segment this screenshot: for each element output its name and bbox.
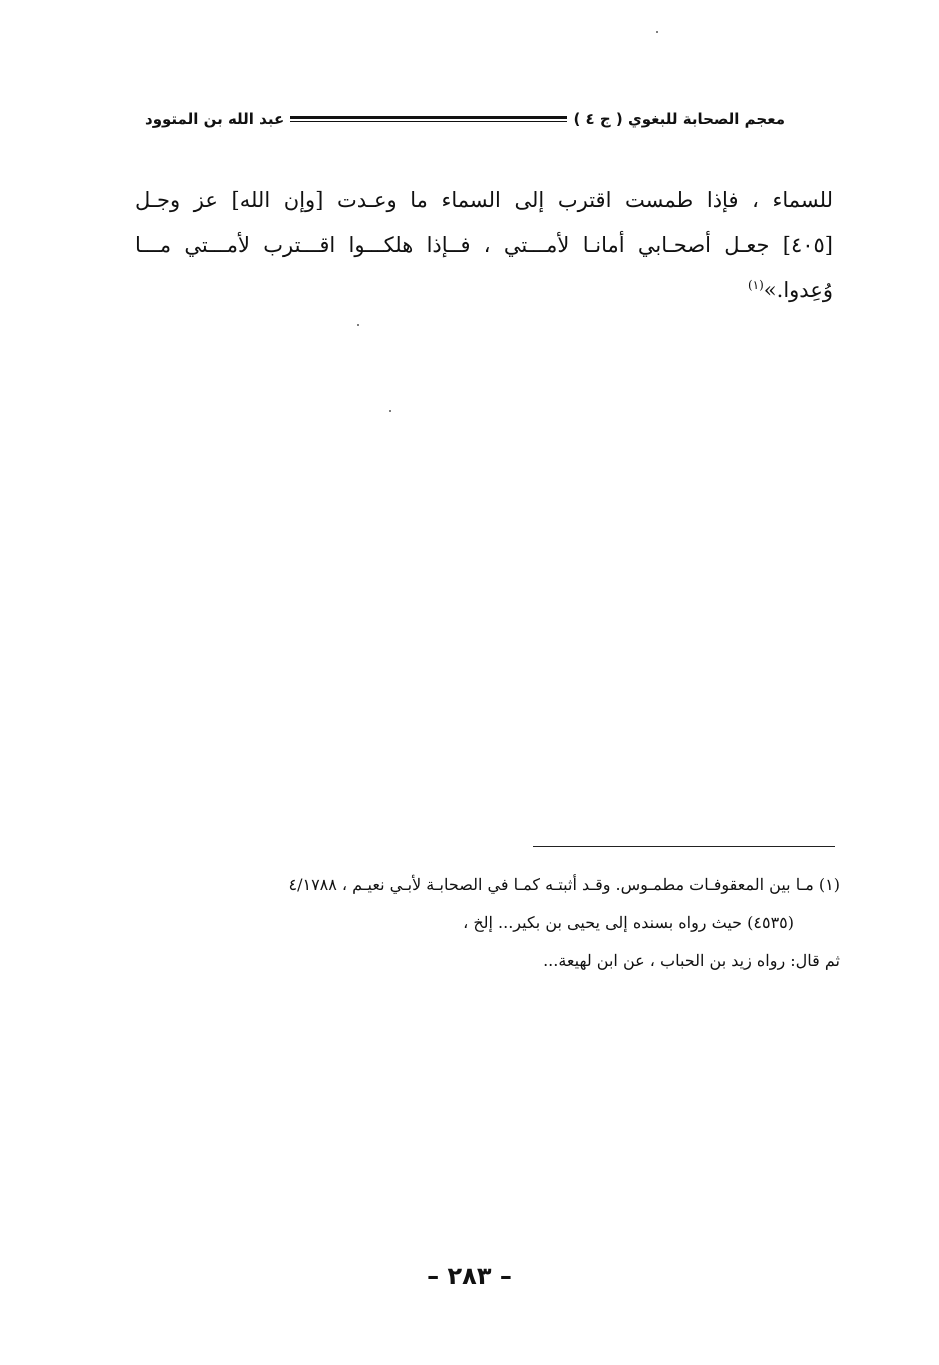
header-rule <box>290 116 567 122</box>
text-line: وُعِدوا.» <box>763 278 833 302</box>
footnote-reference[interactable]: (١) <box>747 278 764 292</box>
text-line-last <box>135 268 833 313</box>
text-line: للسماء ، فإذا طمست اقترب إلى السماء ما وعـدت [وإن الله] عز وجـل <box>135 188 833 212</box>
footnote-line: (٤٥٣٥) حيث رواه بسنده إلى يحيى بن بكير... إلخ ، <box>463 913 794 932</box>
footnote-line: ثم قال: رواه زيد بن الحباب ، عن ابن لهيعة... <box>543 951 840 970</box>
scan-speck <box>656 31 658 33</box>
entry-name: عبد الله بن المتوود <box>145 110 285 128</box>
scan-speck <box>357 324 359 326</box>
main-text <box>135 178 833 313</box>
page-number: – ٢٨٣ – <box>427 1262 512 1290</box>
footnotes <box>135 866 840 980</box>
footnote-line: (١) مـا بين المعقوفـات مطمـوس. وقـد أثبتـه كمـا في الصحابـة لأبـي نعيـم ، ٤/١٧٨٨ <box>288 875 840 894</box>
running-header <box>145 104 785 134</box>
footnote-separator <box>533 846 835 847</box>
text-line: [٤٠٥] جعـل أصحـابي أمانـا لأمـــتي ، فــإذا هلكـــوا اقـــترب لأمـــتي مـــا <box>135 233 833 257</box>
book-title: معجم الصحابة للبغوي ( ج ٤ ) <box>573 110 785 128</box>
scan-speck <box>389 410 391 412</box>
